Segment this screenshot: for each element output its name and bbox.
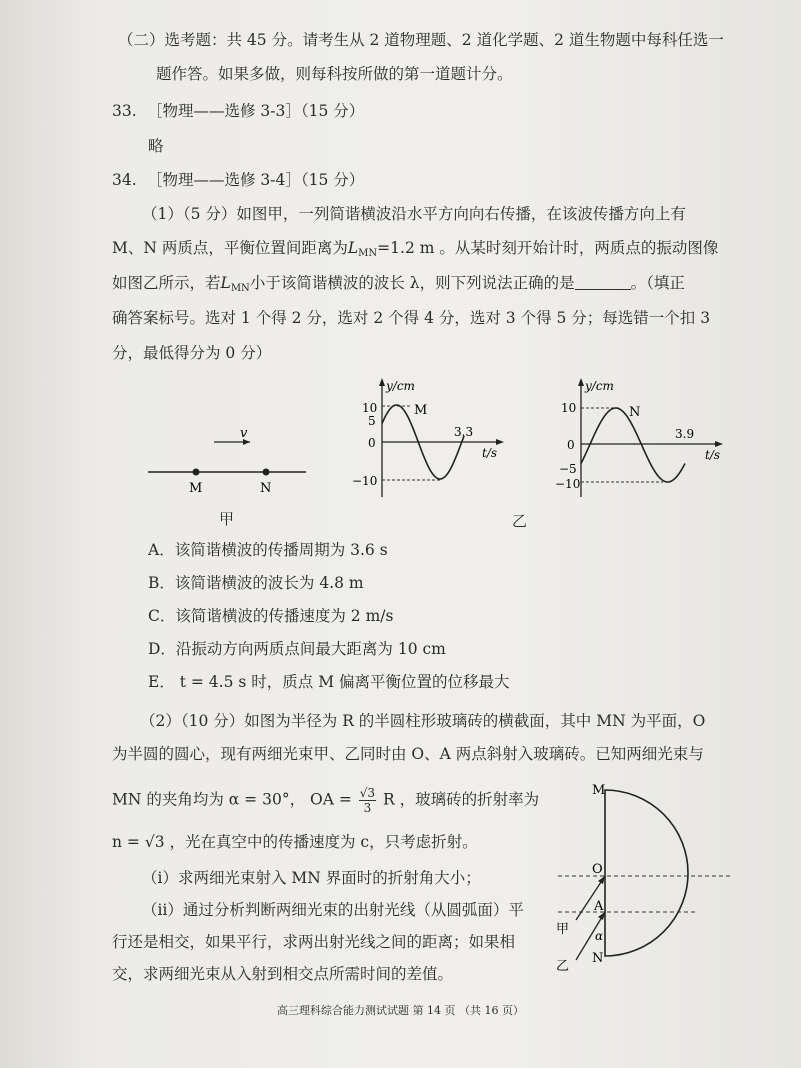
graph-M-y-arrow [379,378,385,386]
q34-p1-line5: 分，最低得分为 0 分） [112,344,272,362]
q34-p1-line2-a: M、N 两质点，平衡位置间距离为 [112,239,348,257]
q34-p1-line3-L: L [220,274,231,292]
q34-p1-line3-a: 如图乙所示，若 [112,274,221,292]
graph-M-xlabel: t/s [482,446,498,460]
velocity-label: v [240,426,248,441]
point-N [263,469,270,476]
q34-p1-line4: 确答案标号。选对 1 个得 2 分，选对 2 个得 4 分，选对 3 个得 5 分；每选错一个扣 3 [112,309,711,327]
q34-p1-line1: （1）（5 分）如图甲，一列简谐横波沿水平方向向右传播，在该波传播方向上有 [142,205,686,223]
graph-N-x-arrow [715,441,723,447]
section-intro-line2: 题作答。如果多做，则每科按所做的第一道题计分。 [156,65,513,83]
label-O: O [592,862,603,877]
label-alpha: α [595,929,604,943]
fraction-denominator: 3 [363,801,372,815]
q34-p2-i: （ⅰ）求两细光束射入 MN 界面时的折射角大小； [142,869,481,887]
graph-M-curve-label: M [414,403,428,418]
label-M: M [592,783,606,798]
fraction-numerator: √3 [359,786,376,800]
q34-p1-line2-sub: MN [358,248,378,259]
q34-p2-line4: n = √3 ，光在真空中的传播速度为 c，只考虑折射。 [112,833,478,851]
label-N: N [592,951,604,966]
graph-M-tick-0: 0 [368,436,376,450]
q34-p2-line1: （2）（10 分）如图为半径为 R 的半圆柱形玻璃砖的横截面，其中 MN 为平面，O [140,712,706,730]
q34-p1-line3 [112,273,685,299]
q34-p1-line2 [112,238,718,264]
point-M-label: M [189,481,203,496]
section-intro-line1: （二）选考题：共 45 分。请考生从 2 道物理题、2 道化学题、2 道生物题中每科任选一 [118,31,724,49]
graph-N [545,372,735,502]
graph-M-xend: 3.3 [454,425,474,439]
semicircle-outline [605,790,688,956]
q34-p2-ii-line1: （ⅱ）通过分析判断两细光束的出射光线（从圆弧面）平 [142,901,524,919]
q33-number: 33. [112,102,137,120]
q34-p2-line3 [112,786,539,815]
fig-yi-caption: 乙 [512,512,528,530]
q34-p2-line3-a: MN 的夹角均为 α = 30°， OA = [112,790,352,809]
q34-p2-ii-line2: 行还是相交，如果平行，求两出射光线之间的距离；如果相 [112,933,516,951]
glass-brick-diagram [548,780,748,980]
graph-M-tick-5: 5 [368,414,376,428]
q33-title: ［物理——选修 3-3］（15 分） [147,102,365,120]
fraction [359,786,376,815]
graph-N-tick-neg10: −10 [555,477,581,491]
graph-M-ylabel: y/cm [386,379,415,393]
fig-jia-diagram [140,420,320,500]
q33-answer: 略 [148,137,164,155]
point-M [193,469,200,476]
option-D: D．沿振动方向两质点间最大距离为 10 cm [148,640,446,658]
graph-M-tick-10: 10 [362,401,378,415]
q34-p2-ii-line3: 交，求两细光束从入射到相交点所需时间的差值。 [112,965,454,983]
graph-N-tick-0: 0 [567,438,575,452]
option-A: A．该简谐横波的传播周期为 3.6 s [148,541,388,559]
label-yi: 乙 [556,959,570,974]
answer-blank [575,275,631,290]
option-C: C．该简谐横波的传播速度为 2 m/s [148,607,394,625]
beam-jia-arrow [598,876,605,884]
label-A: A [594,899,604,914]
graph-M [340,372,510,502]
option-B: B．该简谐横波的波长为 4.8 m [148,574,364,592]
q34-p1-line3-b: 小于该简谐横波的波长 λ，则下列说法正确的是 [249,274,575,292]
graph-M-x-arrow [496,439,504,445]
page-footer: 高三理科综合能力测试试题 第 14 页 （共 16 页） [277,1004,524,1017]
point-N-label: N [260,481,272,496]
q34-p1-line3-sub: MN [230,283,250,294]
q34-p1-line2-b: =1.2 m 。从某时刻开始计时，两质点的振动图像 [377,239,719,257]
q34-title: ［物理——选修 3-4］（15 分） [147,171,365,189]
q34-p2-line3-b: R ，玻璃砖的折射率为 [382,790,540,809]
q34-p1-line2-L: L [347,239,359,257]
graph-M-tick-neg10: −10 [352,474,378,488]
q34-p2-line2: 为半圆的圆心，现有两细光束甲、乙同时由 O、A 两点斜射入玻璃砖。已知两细光束与 [112,745,704,763]
label-jia: 甲 [556,922,570,937]
graph-N-xend: 3.9 [675,427,695,441]
graph-N-tick-10: 10 [561,401,577,415]
graph-N-xlabel: t/s [705,448,721,462]
option-E: E． t = 4.5 s 时，质点 M 偏离平衡位置的位移最大 [148,673,510,691]
graph-N-curve-label: N [629,405,641,420]
fig-jia-caption: 甲 [219,510,235,528]
graph-N-tick-neg5: −5 [559,462,577,476]
q34-p1-line3-c: 。（填正 [630,274,685,292]
graph-N-y-arrow [578,378,584,386]
graph-N-ylabel: y/cm [585,379,614,393]
q34-number: 34. [112,171,137,189]
